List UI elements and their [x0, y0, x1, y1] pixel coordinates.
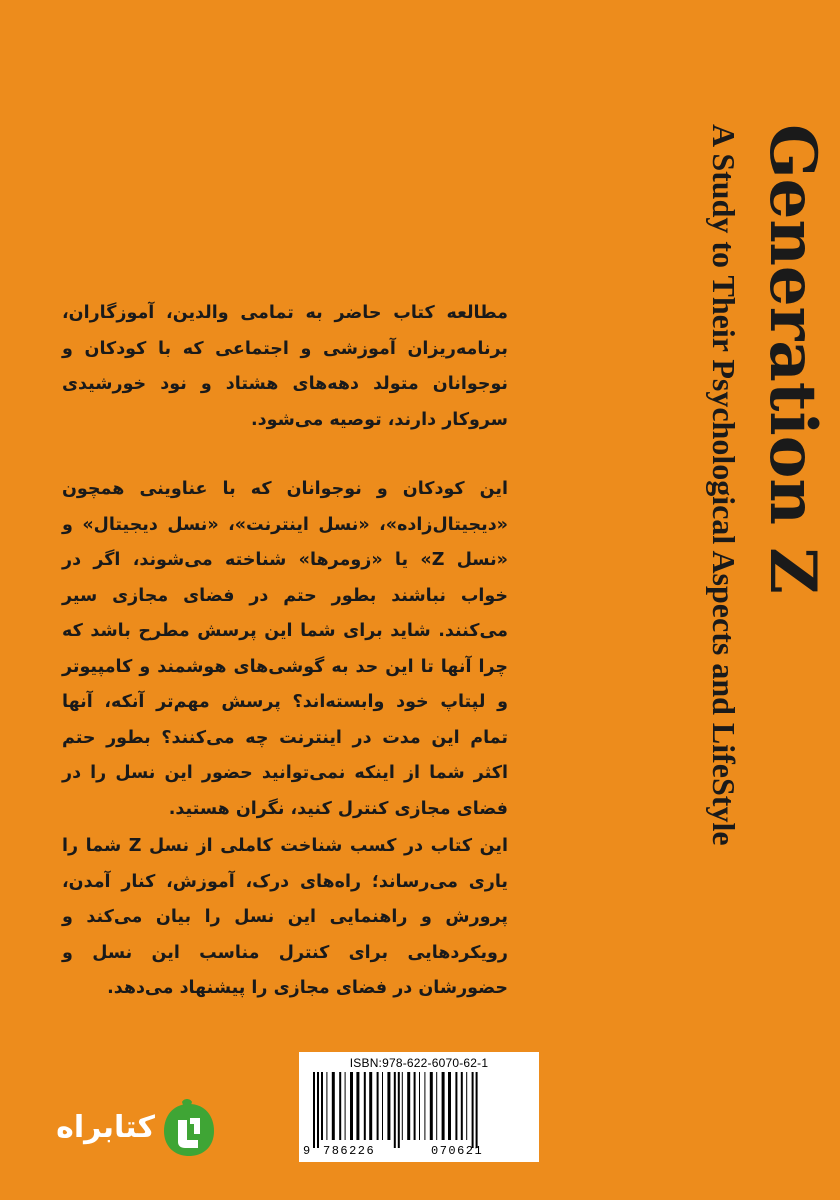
book-subtitle: A Study to Their Psychological Aspects and LifeStyle — [706, 124, 742, 846]
blurb-paragraph-2: این کودکان و نوجوانان که با عناوینی همچون «دیجیتال‌زاده»، «نسل اینترنت»، «نسل دیجیتال» و «نسل Z» یا «زومرها» شناخته می‌شوند، اگر در خواب نباشند بطور حتم در فضای مجازی سیر می‌کنند. شاید برای شما این پرسش مطرح باشد که چرا آنها تا این حد به گوشی‌های هوشمند و کامپیوتر و لپتاپ خود وابسته‌اند؟ پرسش مهم‌تر آنکه، آنها تمام این مدت در اینترنت چه می‌کنند؟ بطور حتم اکثر شما از اینکه نمی‌توانید حضور این نسل را در فضای مجازی کنترل کنید، نگران هستید. — [62, 479, 508, 819]
barcode-bar — [419, 1072, 420, 1140]
blurb-paragraph-1: مطالعه کتاب حاضر به تمامی والدین، آموزگاران، برنامه‌ریزان آموزشی و اجتماعی که با کودکان و نوجوانان متولد دهه‌های هشتاد و نود خورشیدی سروکار دارند، توصیه می‌شود. — [62, 303, 508, 430]
publisher-logo-text: کتابراه — [56, 1110, 155, 1145]
vertical-title-block — [704, 124, 830, 884]
barcode-bar — [424, 1072, 425, 1140]
barcode-bar — [436, 1072, 437, 1140]
barcode-bar — [332, 1072, 335, 1140]
barcode-digit-first: 9 — [303, 1144, 311, 1158]
barcode-digits-left: 786226 — [323, 1144, 376, 1158]
barcode-bar — [455, 1072, 457, 1140]
book-title: Generation Z — [755, 124, 830, 594]
barcode-bar — [414, 1072, 416, 1140]
barcode-bar — [364, 1072, 366, 1140]
barcode-bar — [387, 1072, 390, 1140]
isbn-barcode — [299, 1052, 539, 1162]
publisher-logo — [40, 1098, 220, 1168]
blurb-text — [62, 296, 508, 1007]
barcode-bar — [369, 1072, 372, 1140]
barcode-bar — [402, 1072, 403, 1140]
barcode-digits-right: 070621 — [431, 1144, 484, 1158]
barcode-bar — [317, 1072, 319, 1148]
blurb-paragraph-3: این کتاب در کسب شناخت کاملی از نسل Z شما را یاری می‌رساند؛ راه‌های درک، آموزش، کنار آمدن، پرورش و راهنمایی این نسل را بیان می‌کند و رویکردهایی برای کنترل مناسب این نسل و حضورشان در فضای مجازی را پیشنهاد می‌دهد. — [62, 836, 508, 998]
barcode-bar — [407, 1072, 410, 1140]
barcode-bar — [472, 1072, 474, 1148]
barcode-bars — [307, 1072, 531, 1148]
barcode-bar — [430, 1072, 433, 1140]
barcode-bar — [313, 1072, 315, 1148]
barcode-bar — [356, 1072, 359, 1140]
barcode-bar — [382, 1072, 383, 1140]
isbn-label: ISBN:978-622-6070-62-1 — [349, 1056, 489, 1070]
barcode-bar — [326, 1072, 327, 1140]
barcode-bar — [377, 1072, 379, 1140]
ketabrah-logo-icon — [160, 1098, 218, 1160]
barcode-bar — [394, 1072, 396, 1148]
barcode-bar — [461, 1072, 463, 1140]
barcode-bar — [339, 1072, 341, 1140]
barcode-bar — [476, 1072, 478, 1148]
barcode-bar — [398, 1072, 400, 1148]
barcode-bar — [442, 1072, 445, 1140]
barcode-bar — [350, 1072, 353, 1140]
barcode-bar — [345, 1072, 346, 1140]
barcode-bar — [448, 1072, 451, 1140]
barcode-bar — [321, 1072, 323, 1140]
barcode-bar — [466, 1072, 467, 1140]
